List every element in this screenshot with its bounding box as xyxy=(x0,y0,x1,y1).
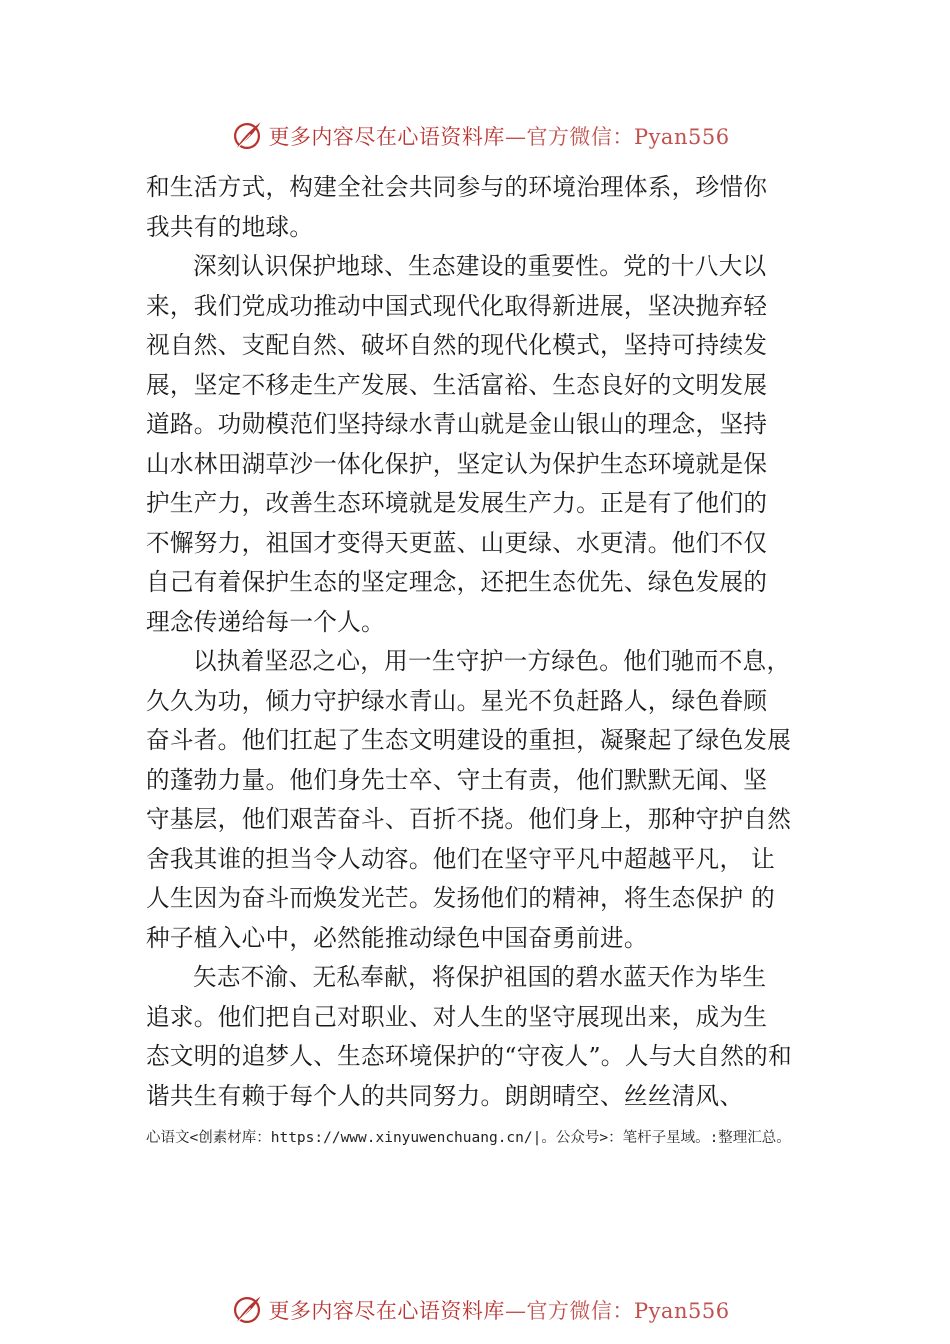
source-footnote: 心语文<创素材库：https://www.xinyuwenchuang.cn/|。公众号>：笔杆子星域。:整理汇总。 xyxy=(146,1130,791,1146)
body-text-line: 舍我其谁的担当令人动容。他们在坚守平凡中超越平凡， 让 xyxy=(146,844,776,873)
body-text-line: 的蓬勃力量。他们身先士卒、守土有责，他们默默无闻、坚 xyxy=(146,765,768,794)
footer-banner-text xyxy=(268,1295,729,1325)
body-text-line: 奋斗者。他们扛起了生态文明建设的重担，凝聚起了绿色发展 xyxy=(146,726,792,754)
body-text-line: 守基层，他们艰苦奋斗、百折不挠。他们身上，那种守护自然 xyxy=(146,805,792,833)
body-text-line: 久久为功，倾力守护绿水青山。星光不负赶路人，绿色眷顾 xyxy=(146,686,768,715)
body-text-line: 视自然、支配自然、破坏自然的现代化模式，坚持可持续发 xyxy=(146,331,768,359)
footer-banner-content xyxy=(230,1293,729,1327)
banner-separator: —官方微信： xyxy=(504,125,634,149)
body-text-line: 深刻认识保护地球、生态建设的重要性。党的十八大以 xyxy=(193,252,767,280)
banner-separator: —官方微信： xyxy=(504,1299,634,1323)
banner-wechat-id: Pyan556 xyxy=(633,1299,730,1323)
body-text-line: 自己有着保护生态的坚定理念，还把生态优先、绿色发展的 xyxy=(146,568,768,596)
body-text-line: 我共有的地球。 xyxy=(146,212,314,241)
quill-pen-logo-icon xyxy=(230,119,264,153)
header-banner xyxy=(0,116,950,156)
body-text-line: 种子植入心中，必然能推动绿色中国奋勇前进。 xyxy=(146,923,648,952)
body-text-line: 态文明的追梦人、生态环境保护的“守夜人”。人与大自然的和 xyxy=(146,1042,792,1070)
body-text-line: 以执着坚忍之心，用一生守护一方绿色。他们驰而不息， xyxy=(193,647,791,675)
body-text-line: 道路。功勋模范们坚持绿水青山就是金山银山的理念，坚持 xyxy=(146,410,768,438)
body-text-line: 不懈努力，祖国才变得天更蓝、山更绿、水更清。他们不仅 xyxy=(146,528,768,557)
header-banner-text xyxy=(268,121,729,151)
banner-title: 更多内容尽在心语资料库 xyxy=(268,125,505,149)
body-text-line: 护生产力，改善生态环境就是发展生产力。正是有了他们的 xyxy=(146,489,768,517)
document-body xyxy=(146,168,826,1116)
banner-title: 更多内容尽在心语资料库 xyxy=(268,1299,505,1323)
body-text-line: 人生因为奋斗而焕发光芒。发扬他们的精神，将生态保护 的 xyxy=(146,884,776,912)
body-text-line: 展，坚定不移走生产发展、生活富裕、生态良好的文明发展 xyxy=(146,370,768,399)
banner-wechat-id: Pyan556 xyxy=(633,125,730,149)
body-text-line: 理念传递给每一个人。 xyxy=(146,607,385,636)
body-text-line: 追求。他们把自己对职业、对人生的坚守展现出来，成为生 xyxy=(146,1002,768,1031)
body-text-line: 和生活方式，构建全社会共同参与的环境治理体系，珍惜你 xyxy=(146,173,768,201)
body-text-line: 来，我们党成功推动中国式现代化取得新进展，坚决抛弃轻 xyxy=(146,291,768,320)
header-banner-content xyxy=(230,119,729,153)
footer-banner xyxy=(0,1290,950,1330)
body-text-line: 谐共生有赖于每个人的共同努力。朗朗晴空、丝丝清风、 xyxy=(146,1081,744,1110)
body-text-line: 矢志不渝、无私奉献，将保护祖国的碧水蓝天作为毕生 xyxy=(193,963,767,991)
quill-pen-logo-icon xyxy=(230,1293,264,1327)
body-text-line: 山水林田湖草沙一体化保护，坚定认为保护生态环境就是保 xyxy=(146,449,768,478)
